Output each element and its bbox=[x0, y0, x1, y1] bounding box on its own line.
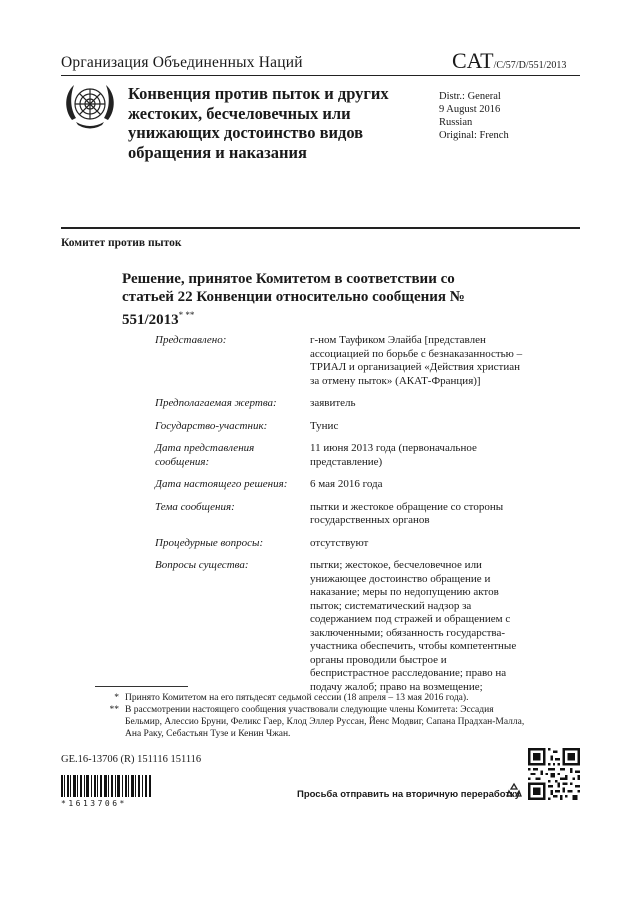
table-row bbox=[155, 442, 527, 469]
recycle-note: Просьба отправить на вторичную переработку bbox=[297, 789, 521, 800]
row-label: Дата представления сообщения: bbox=[155, 442, 255, 468]
row-value: Тунис bbox=[310, 419, 339, 432]
row-value: заявитель bbox=[310, 397, 356, 409]
row-label: Дата настоящего решения: bbox=[155, 478, 288, 490]
row-label: Тема сообщения: bbox=[155, 500, 235, 513]
symbol-suffix: /C/57/D/551/2013 bbox=[493, 60, 567, 71]
row-value: г-ном Тауфиком Элайба [представлен ассоциацией по борьбе с безнаказанностью – ТРИАЛ и организацией «Действия христиан за отмену пыток» (АКАТ-Франция)] bbox=[310, 334, 523, 387]
un-emblem-icon bbox=[62, 80, 118, 132]
table-row bbox=[155, 334, 527, 388]
table-row bbox=[155, 478, 527, 492]
symbol-main: CAT bbox=[452, 48, 494, 73]
qr-code-icon bbox=[528, 748, 580, 800]
convention-title: Конвенция против пыток и других жестоких, бесчеловечных или унижающих достоинство видов обращения и наказания bbox=[128, 84, 389, 162]
header-divider bbox=[61, 75, 580, 76]
footnote-text: Принято Комитетом на его пятьдесят седьмой сессии (18 апреля – 13 мая 2016 года). bbox=[125, 693, 469, 703]
case-metadata-table bbox=[155, 334, 527, 703]
issue-date: 9 August 2016 bbox=[439, 104, 501, 115]
decision-title bbox=[122, 270, 492, 329]
table-row bbox=[155, 501, 527, 528]
footnote-divider bbox=[95, 686, 188, 687]
language: Russian bbox=[439, 117, 473, 128]
table-row bbox=[155, 537, 527, 551]
committee-name: Комитет против пыток bbox=[61, 237, 182, 249]
footnote bbox=[61, 704, 531, 740]
row-value: отсутствуют bbox=[310, 536, 369, 549]
row-value: пытки; жестокое, бесчеловечное или унижающее достоинство обращение и наказание; меры по недопущению актов пыток; систематический надзор за содержанием под стражей и обращением с заключенными; обязанность государства-участника обеспечить, чтобы компетентные органы проводили быстрое и беспристрастное расследование; право на подачу жалоб; право на возмещение; bbox=[310, 559, 517, 693]
row-label: Представлено: bbox=[155, 334, 227, 346]
row-label: Вопросы существа: bbox=[155, 559, 249, 571]
barcode-icon bbox=[61, 775, 151, 797]
distribution-block bbox=[439, 90, 509, 142]
barcode-text: *1613706* bbox=[61, 799, 127, 808]
distr-label: Distr.: General bbox=[439, 91, 501, 102]
recycle-icon bbox=[506, 782, 522, 798]
row-value: 11 июня 2013 года (первоначальное представление) bbox=[310, 442, 477, 468]
decision-title-text: Решение, принятое Комитетом в соответствии со статьей 22 Конвенции относительно сообщения № 551/2013 bbox=[122, 271, 465, 328]
footnotes bbox=[61, 692, 531, 740]
footnote-marks: * ** bbox=[178, 310, 195, 320]
table-row bbox=[155, 397, 527, 411]
footnote-mark: * bbox=[114, 693, 119, 703]
organization-name: Организация Объединенных Наций bbox=[61, 54, 303, 71]
row-label: Предполагаемая жертва: bbox=[155, 397, 277, 409]
row-label: Процедурные вопросы: bbox=[155, 536, 264, 549]
row-value: пытки и жестокое обращение со стороны государственных органов bbox=[310, 500, 504, 526]
table-row bbox=[155, 559, 527, 694]
table-row bbox=[155, 420, 527, 434]
footnote-mark: ** bbox=[109, 705, 119, 715]
row-value: 6 мая 2016 года bbox=[310, 478, 383, 490]
row-label: Государство-участник: bbox=[155, 419, 268, 432]
footnote bbox=[61, 692, 531, 704]
document-symbol bbox=[452, 48, 566, 74]
original-language: Original: French bbox=[439, 130, 509, 141]
footnote-text: В рассмотрении настоящего сообщения участвовали следующие члены Комитета: Эссадия Бельмир, Алессио Бруни, Феликс Гаер, Клод Эллер Руссан, Йенс Модвиг, Сапана Прадхан-Малла, Ана Раку, Себастьян Тузе и Кенин Чжан. bbox=[125, 705, 525, 739]
title-divider bbox=[61, 227, 580, 229]
document-job-number: GE.16-13706 (R) 151116 151116 bbox=[61, 754, 202, 765]
